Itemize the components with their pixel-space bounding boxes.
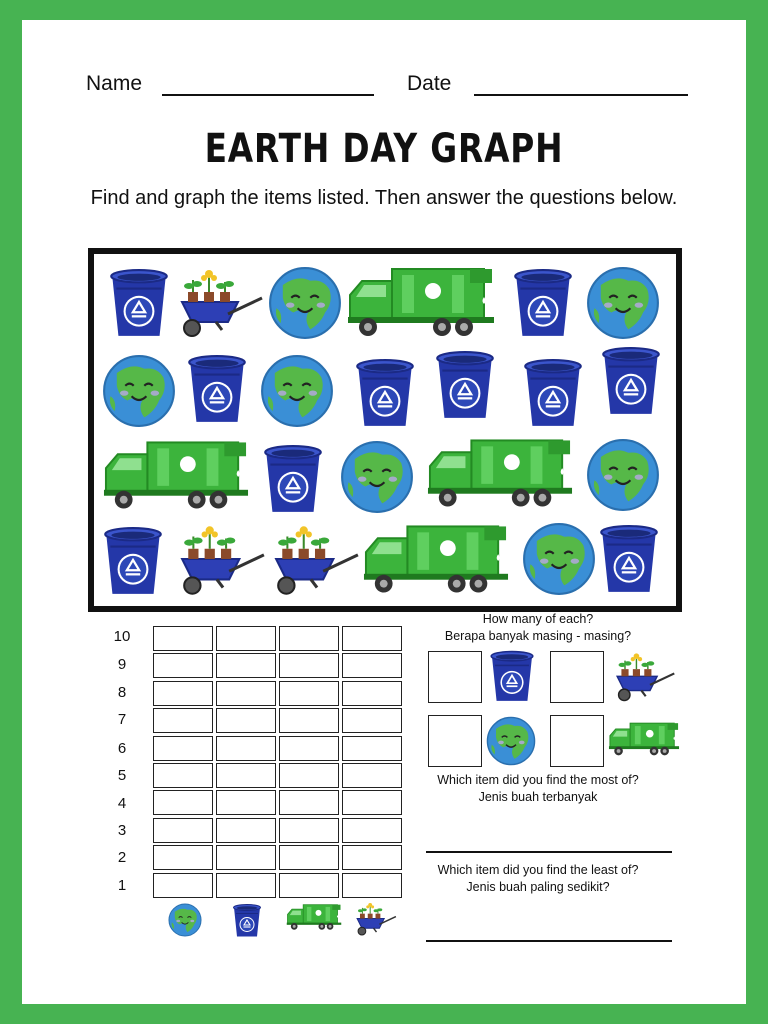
- graph-cell-bin[interactable]: [216, 708, 276, 733]
- name-label: Name: [86, 72, 143, 95]
- y-label: 2: [117, 849, 127, 866]
- y-label: 10: [113, 628, 131, 645]
- garbage-truck-icon: [362, 522, 510, 596]
- graph-cell-wheelbarrow[interactable]: [342, 736, 402, 761]
- graph-cell-earth[interactable]: [153, 845, 213, 870]
- y-label: 8: [117, 684, 127, 701]
- recycle-bin-icon: [354, 358, 416, 430]
- graph-cell-earth[interactable]: [153, 681, 213, 706]
- recycle-bin-icon: [512, 268, 574, 340]
- graph-cell-truck[interactable]: [279, 845, 339, 870]
- graph-cell-bin[interactable]: [216, 653, 276, 678]
- graph-cell-truck[interactable]: [279, 790, 339, 815]
- answer-box-truck[interactable]: [550, 715, 604, 767]
- most-question-en: Which item did you find the most of?: [437, 773, 639, 787]
- graph-cell-earth[interactable]: [153, 790, 213, 815]
- earth-icon: [268, 266, 342, 340]
- graph-cell-wheelbarrow[interactable]: [342, 818, 402, 843]
- wheelbarrow-icon: [612, 652, 678, 702]
- least-question-id: Jenis buah paling sedikit?: [466, 880, 610, 894]
- graph-cell-wheelbarrow[interactable]: [342, 653, 402, 678]
- garbage-truck-icon: [608, 720, 680, 758]
- graph-cell-earth[interactable]: [153, 653, 213, 678]
- most-question-id: Jenis buah terbanyak: [478, 790, 598, 804]
- graph-cell-bin[interactable]: [216, 790, 276, 815]
- graph-cell-truck[interactable]: [279, 736, 339, 761]
- date-line[interactable]: [474, 94, 688, 96]
- garbage-truck-icon: [346, 264, 496, 340]
- most-answer-line[interactable]: [426, 851, 672, 853]
- y-label: 5: [117, 767, 127, 784]
- graph-cell-earth[interactable]: [153, 708, 213, 733]
- earth-icon: [260, 354, 334, 428]
- y-label: 3: [117, 822, 127, 839]
- y-label: 1: [117, 877, 127, 894]
- instructions: Find and graph the items listed. Then answer the questions below.: [90, 187, 678, 209]
- name-line[interactable]: [162, 94, 374, 96]
- wheelbarrow-icon: [270, 524, 362, 596]
- graph-cell-earth[interactable]: [153, 736, 213, 761]
- recycle-bin-icon: [522, 358, 584, 430]
- y-label: 7: [117, 711, 127, 728]
- count-question-en: How many of each?: [482, 612, 594, 626]
- wheelbarrow-icon: [176, 268, 266, 338]
- earth-icon: [522, 522, 596, 596]
- count-question-id: Berapa banyak masing - masing?: [444, 629, 632, 643]
- graph-cell-truck[interactable]: [279, 626, 339, 651]
- least-question: [420, 862, 656, 896]
- graph-cell-wheelbarrow[interactable]: [342, 763, 402, 788]
- graph-cell-truck[interactable]: [279, 873, 339, 898]
- y-label: 4: [117, 795, 127, 812]
- graph-cell-earth[interactable]: [153, 763, 213, 788]
- graph-cell-truck[interactable]: [279, 818, 339, 843]
- graph-cell-wheelbarrow[interactable]: [342, 681, 402, 706]
- graph-cell-bin[interactable]: [216, 818, 276, 843]
- graph-cell-truck[interactable]: [279, 763, 339, 788]
- y-label: 9: [117, 656, 127, 673]
- earth-icon: [586, 266, 660, 340]
- graph-cell-earth[interactable]: [153, 818, 213, 843]
- recycle-bin-icon: [598, 524, 660, 596]
- earth-icon: [168, 903, 202, 937]
- earth-icon: [102, 354, 176, 428]
- garbage-truck-icon: [426, 436, 574, 510]
- least-answer-line[interactable]: [426, 940, 672, 942]
- graph-cell-wheelbarrow[interactable]: [342, 626, 402, 651]
- graph-cell-truck[interactable]: [279, 708, 339, 733]
- graph-cell-bin[interactable]: [216, 736, 276, 761]
- garbage-truck-icon: [286, 903, 342, 931]
- y-label: 6: [117, 740, 127, 757]
- graph-cell-wheelbarrow[interactable]: [342, 790, 402, 815]
- count-question: [410, 611, 666, 645]
- date-label: Date: [407, 72, 452, 95]
- graph-cell-bin[interactable]: [216, 681, 276, 706]
- wheelbarrow-icon: [176, 524, 268, 596]
- recycle-bin-icon: [108, 268, 170, 340]
- recycle-bin-icon: [434, 350, 496, 422]
- graph-cell-earth[interactable]: [153, 873, 213, 898]
- garbage-truck-icon: [102, 438, 250, 512]
- recycle-bin-icon: [102, 526, 164, 598]
- graph-cell-earth[interactable]: [153, 626, 213, 651]
- graph-cell-wheelbarrow[interactable]: [342, 873, 402, 898]
- least-question-en: Which item did you find the least of?: [437, 863, 639, 877]
- earth-icon: [586, 438, 660, 512]
- graph-cell-bin[interactable]: [216, 845, 276, 870]
- graph-cell-wheelbarrow[interactable]: [342, 845, 402, 870]
- graph-cell-bin[interactable]: [216, 626, 276, 651]
- earth-icon: [340, 440, 414, 514]
- graph-cell-truck[interactable]: [279, 653, 339, 678]
- page-title: EARTH DAY GRAPH: [204, 126, 564, 172]
- wheelbarrow-icon: [354, 902, 398, 936]
- recycle-bin-icon: [600, 346, 662, 418]
- graph-cell-truck[interactable]: [279, 681, 339, 706]
- recycle-bin-icon: [186, 354, 248, 426]
- answer-box-earth[interactable]: [428, 715, 482, 767]
- most-question: [410, 772, 666, 806]
- picture-frame: [88, 248, 682, 612]
- graph-cell-wheelbarrow[interactable]: [342, 708, 402, 733]
- graph-cell-bin[interactable]: [216, 873, 276, 898]
- recycle-bin-icon: [232, 903, 262, 939]
- recycle-bin-icon: [488, 650, 536, 704]
- recycle-bin-icon: [262, 444, 324, 516]
- answer-box-wheelbarrow[interactable]: [550, 651, 604, 703]
- answer-box-bin[interactable]: [428, 651, 482, 703]
- graph-cell-bin[interactable]: [216, 763, 276, 788]
- earth-icon: [486, 716, 536, 766]
